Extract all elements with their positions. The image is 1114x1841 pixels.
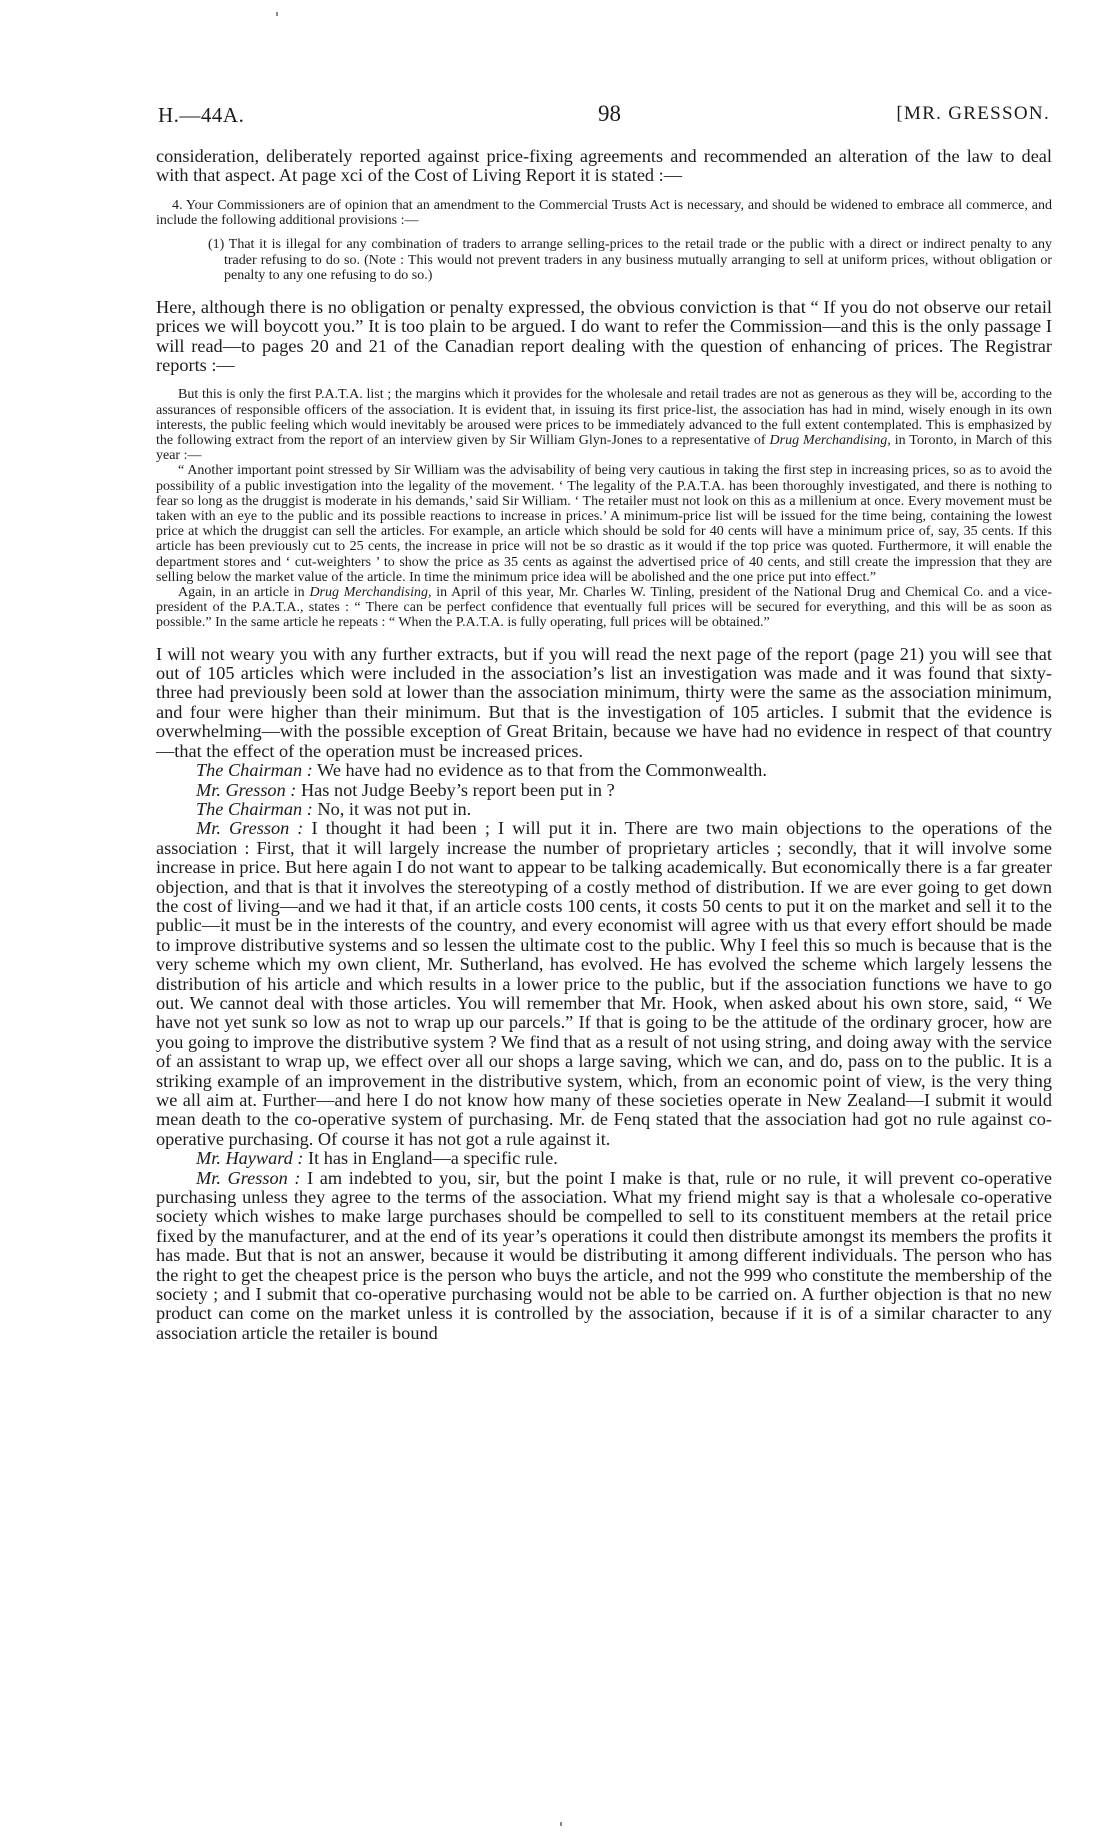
paragraph-extracts: I will not weary you with any further extracts, but if you will read the next page of the report (page 21) you will see that out of 105 articles which were included in the association’s list an investigation was made and it was found that sixty-three had previously been sold at lower than the association minimum, thirty were the same as the association minimum, and four were higher than their minimum. But that is the investigation of 105 articles. I submit that the evidence is overwhelming—with the possible exception of Great Britain, because we have had no evidence in respect of that country—that the effect of the operation must be increased prices. [156,643,1052,761]
scan-mark-bottom [560,1822,562,1826]
speaker-name: Mr. Gresson : [196,779,297,800]
publication-title: Drug Merchandising, [309,585,432,601]
speech-text: No, it was not put in. [312,798,472,819]
paragraph-intro: consideration, deliberately reported against price-fixing agreements and recommended an alteration of the law to deal with that aspect. At page xci of the Cost of Living Report it is stated :— [156,146,1052,186]
speaker-name: Mr. Gresson : [196,818,304,839]
speech-hayward [156,1149,1052,1168]
quote-text: Again, in an article in [178,585,310,601]
speech-text: I am indebted to you, sir, but the point I make is that, rule or no rule, it will prevent co-operative purchasing unless they agree to the terms of the association. What my friend might say is that a wholesale co-operative society which wishes to make large purchases should be compelled to sell to its constituent members at the retail price fixed by the manufacturer, and at the end of its year’s operations it could then distribute amongst its members the profits it has made. But that is not an answer, because it would be distributing it among different individuals. The person who has the right to get the cheapest price is the person who buys the article, and not the 999 who constitute the membership of the society ; and I submit that co-operative purchasing would not be able to be carried on. A further objection is that no new product can come on the market unless it is controlled by the association, because if it is of a similar character to any association article the retailer is bound [156,1167,1052,1343]
speech-text: We have had no evidence as to that from the Commonwealth. [312,760,767,781]
speech-gresson-1 [156,781,1052,800]
speech-gresson-3 [156,1169,1052,1344]
speech-chairman-2 [156,800,1052,819]
speech-text: It has in England—a specific rule. [303,1148,558,1169]
speech-text: I thought it had been ; I will put it in. There are two main objections to the operations of the association : First, that it will largely increase the number of proprietary articles ; secondly, that it will involve some increase in price. But here again I do not want to appear to be talking academically. But economically there is a far greater objection, and that is that it involves the stereotyping of a costly method of distribution. If we are ever going to get down the cost of living—and we had it that, if an article costs 100 cents, it costs 50 cents to put it on the market and sell it to the public—it must be in the interests of the country, and every economist will agree with us that every effort should be made to improve distributive systems and so lessen the ultimate cost to the public. Why I feel this so much is because that is the very scheme which my own client, Mr. Sutherland, has evolved. He has evolved the scheme which largely lessens the distribution of his article and which results in a lower price to the public, but if the association functions we have to go out. We cannot deal with those articles. You will remember that Mr. Hook, when asked about his own store, said, “ We have not yet sunk so low as not to wrap up our parcels.” If that is going to be the attitude of the ordinary grocer, how are you going to improve the distributive system ? We find that as a result of not using string, and doing away with the service of an assistant to wrap up, we effect over all our shops a large saving, which we can, and do, pass on to the public. It is a striking example of an improvement in the distributive system, which, from an economic point of view, is the very thing we all aim at. Further—and here I do not know how many of these societies operate in New Zealand—I submit it would mean death to the co-operative system of purchasing. Mr. de Fenq stated that the association had got no rule against co-operative purchasing. Of course it has not got a rule against it. [156,818,1052,1149]
speech-gresson-2 [156,819,1052,1149]
paragraph-boycott: Here, although there is no obligation or penalty expressed, the obvious conviction is that “ If you do not observe our retail prices we will boycott you.” It is too plain to be argued. I do want to refer the Commission—and this is the only passage I will read—to pages 20 and 21 of the Canadian report dealing with the question of enhancing of prices. The Registrar reports :— [156,296,1052,375]
speaker-running-head: [MR. GRESSON. [896,103,1050,124]
quote-text: But this is only the first P.A.T.A. list ; the margins which it provides for the wholesale and retail trades are not as generous as they will be, according to the assurances of responsible officers of the association. It is evident that, in issuing its first price-list, the association has had in mind, wisely enough in its own interests, the public feeling which would inevitably be aroused were prices to be immediately advanced to the full extent contemplated. This is emphasized by the following extract from the report of an interview given by Sir William Glyn-Jones to a representative of [156,387,1052,449]
quote-registrar-1 [156,387,1052,463]
speaker-name: The Chairman : [196,798,313,819]
publication-title: Drug Merchandising, [769,433,891,449]
quote-commissioners: 4. Your Commissioners are of opinion that an amendment to the Commercial Trusts Act is necessary, and should be widened to embrace all commerce, and include the following additional provisions :— [156,197,1052,229]
page-header [158,103,1050,135]
report-reference: H.—44A. [158,103,245,127]
quote-registrar-3 [156,585,1052,631]
quote-text: in Toronto, in March of this year :— [156,433,1052,464]
page-number: 98 [598,101,621,126]
quote-text: in April of this year, Mr. Charles W. Tinling, president of the National Drug and Chemical Co. and a vice-president of the P.A.T.A., states : “ There can be perfect confidence that eventually full prices will be secured for everything, and this will be as soon as possible.” In the same article he repeats : “ When the P.A.T.A. is fully operating, full prices will be obtained.” [156,585,1053,631]
speaker-name: Mr. Hayward : [196,1148,304,1169]
page-body [156,147,1052,1343]
speech-text: Has not Judge Beeby’s report been put in ? [296,779,615,800]
speech-chairman-1 [156,761,1052,780]
speaker-name: The Chairman : [196,760,313,781]
quote-registrar-2: “ Another important point stressed by Sir William was the advisability of being very cautious in taking the first step in increasing prices, so as to avoid the possibility of a public investigation into the legality of the movement. ‘ The legality of the P.A.T.A. has been thoroughly investigated, and there is nothing to fear so long as the druggist is moderate in his demands,’ said Sir William. ‘ The retailer must not look on this as a millenium at once. Every movement must be taken with an eye to the public and its possible reactions to increase in prices.’ A minimum-price list will be issued for the time being, containing the lowest price at which the druggist can sell the articles. For example, an article which should be sold for 40 cents will have a minimum price of, say, 35 cents. If this article has been previously cut to 25 cents, the increase in price will not be so drastic as it would if the top price was quoted. Furthermore, it will enable the department stores and ‘ cut-weighters ’ to show the price as 35 cents as against the advertised price of 40 cents, and still create the impression that they are selling below the market value of the article. In time the minimum price idea will be abolished and the one price put into effect.” [156,463,1052,585]
speaker-name: Mr. Gresson : [196,1167,301,1188]
scan-mark-top [276,12,278,16]
quote-provision-1: (1) That it is illegal for any combination of traders to arrange selling-prices to the retail trade or the public with a direct or indirect penalty to any trader refusing to do so. (Note : This would not prevent traders in any business mutually arranging to sell at uniform prices, without obligation or penalty to any one refusing to do so.) [208,237,1052,284]
